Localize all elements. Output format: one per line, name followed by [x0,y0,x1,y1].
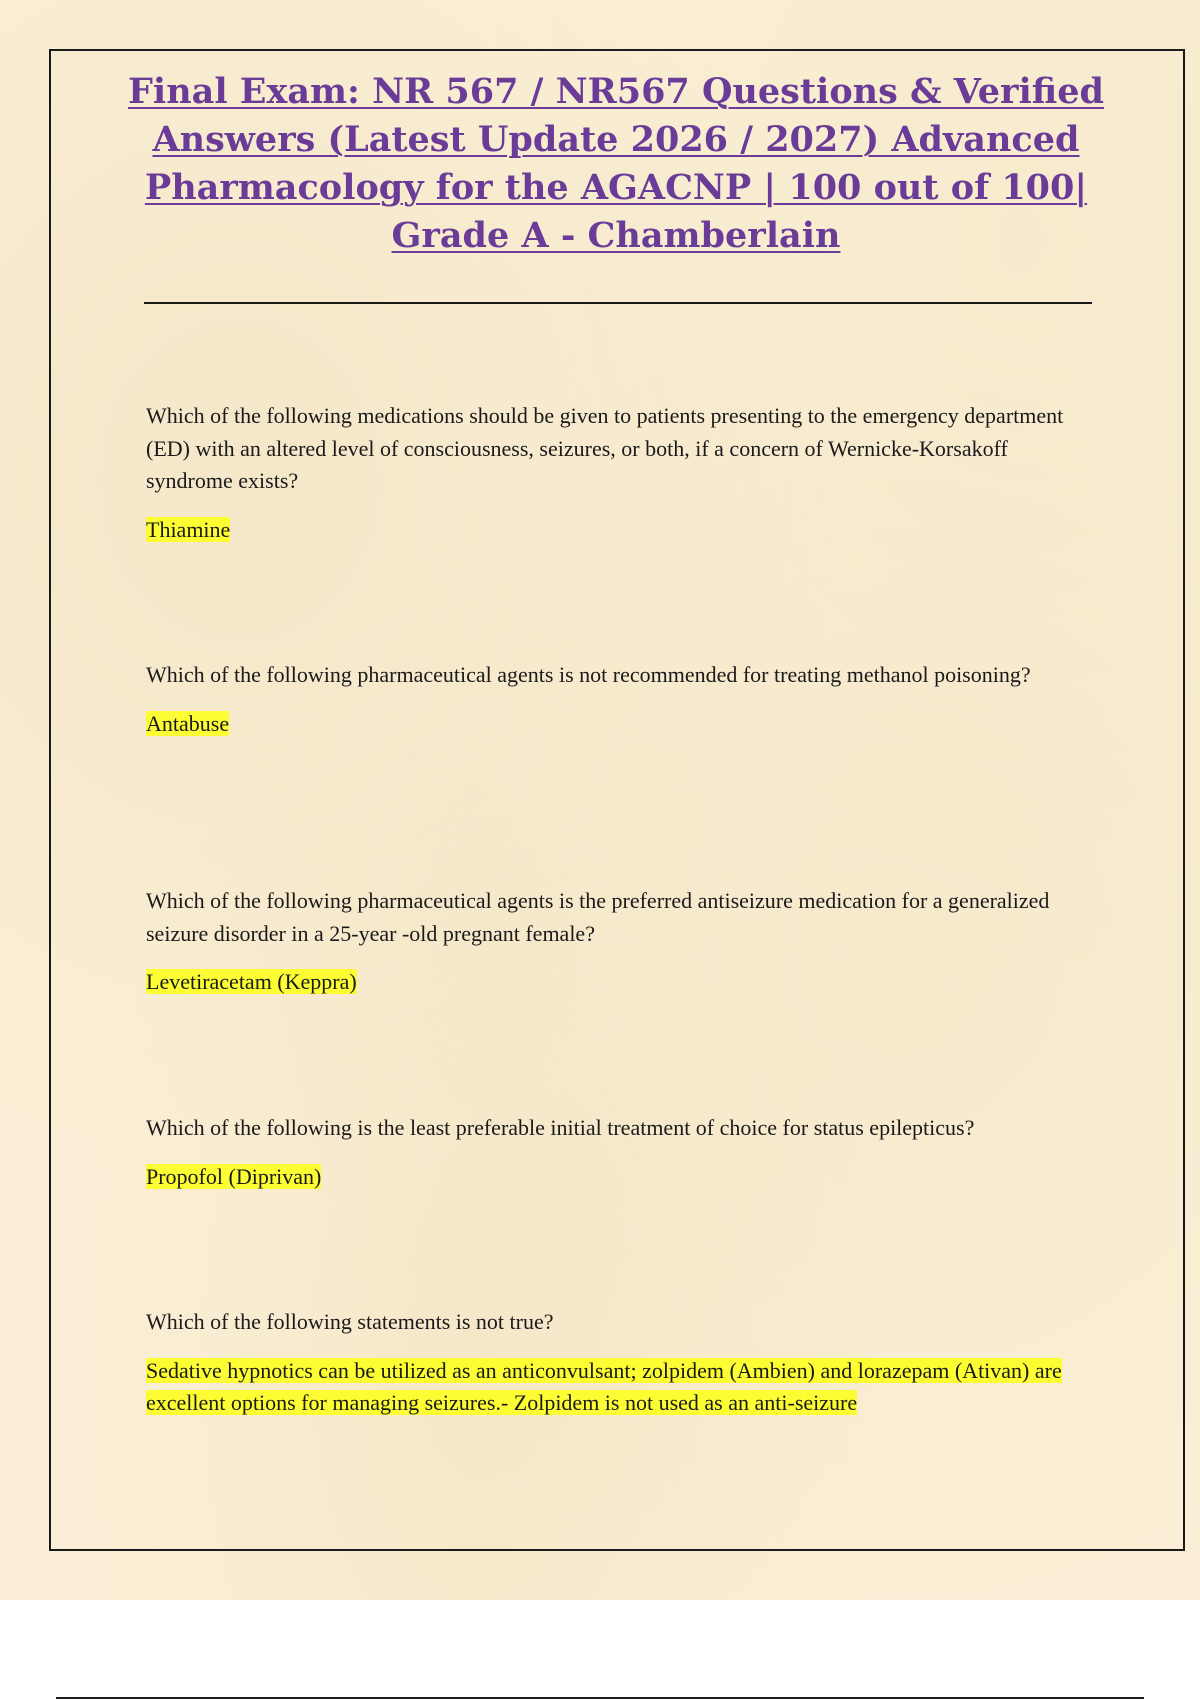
question-5: Which of the following statements is not true? [146,1309,554,1334]
answer-3: Levetiracetam (Keppra) [146,969,357,994]
qa-item-3 [146,885,1086,999]
answer-4: Propofol (Diprivan) [146,1163,322,1189]
title-divider [144,302,1092,304]
qa-item-5 [146,1306,1086,1420]
qa-item-1 [146,400,1086,546]
document-title: Final Exam: NR 567 / NR567 Questions & Verified Answers (Latest Update 2026 / 2027) Advanced Pharmacology for the AGACNP | 100 out of 100| Grade A - Chamberlain [128,71,1104,256]
answer-2: Antabuse [146,710,230,736]
answer-5: Sedative hypnotics can be utilized as an anticonvulsant; zolpidem (Ambien) and lorazepam (Ativan) are excellent options for managing seizures.- Zolpidem is not used as an anti-seizure [146,1357,1062,1415]
question-2: Which of the following pharmaceutical agents is not recommended for treating methanol poisoning? [146,662,1031,687]
footer-divider [56,1697,1144,1699]
qa-item-2 [146,659,1086,740]
answer-1: Thiamine [146,516,231,542]
question-4: Which of the following is the least preferable initial treatment of choice for status epilepticus? [146,1115,975,1140]
question-3: Which of the following pharmaceutical agents is the preferred antiseizure medication for a generalized seizure disorder in a 25-year -old pregnant female? [146,888,1050,946]
question-1: Which of the following medications should be given to patients presenting to the emergency department (ED) with an altered level of consciousness, seizures, or both, if a concern of Wernicke-Korsakoff syndrome exists? [146,403,1064,493]
qa-item-4 [146,1112,1086,1193]
